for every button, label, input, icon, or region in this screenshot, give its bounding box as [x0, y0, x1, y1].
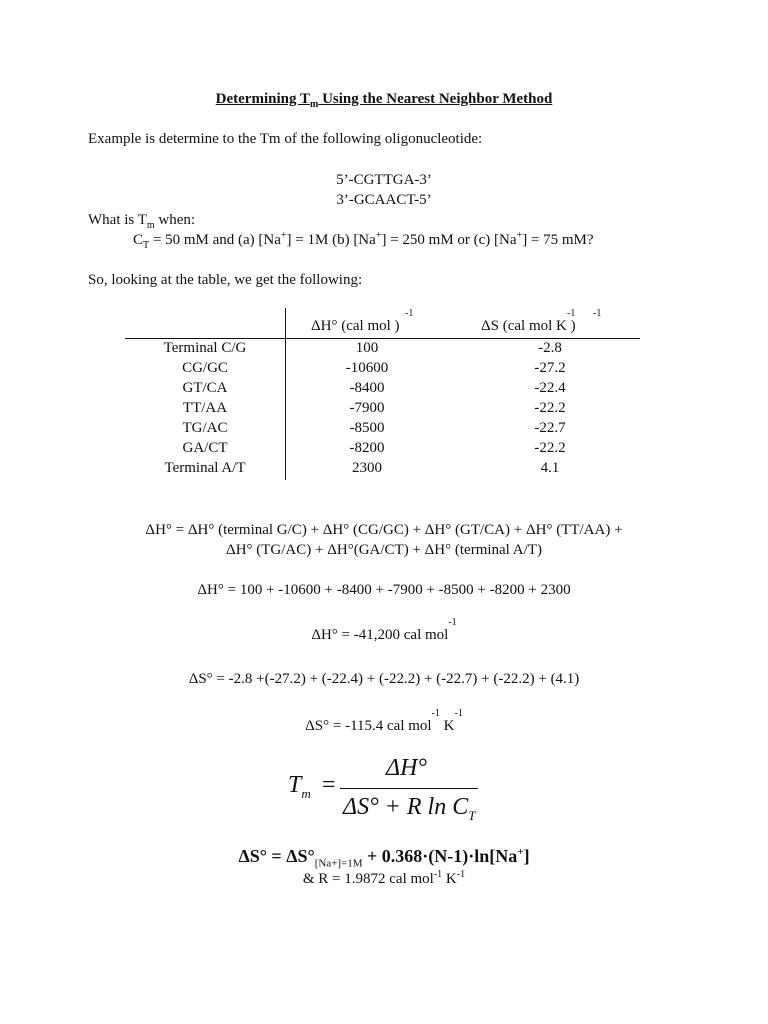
- row-delta-s: -27.2: [534, 360, 566, 376]
- row-delta-s: -22.2: [534, 440, 566, 456]
- row-name: TG/AC: [182, 420, 228, 436]
- table-row: [125, 380, 640, 400]
- delta-h-definition-line-1: ΔH° = ΔH° (terminal G/C) + ΔH° (CG/GC) + ΔH° (GT/CA) + ΔH° (TT/AA) +: [145, 522, 623, 538]
- row-name: GA/CT: [182, 440, 228, 456]
- question-text: What is $T_m$ when:: [88, 212, 196, 231]
- delta-s-result: ΔS° = -115.4 cal mol$^{-1}$ $K^{-1}$: [305, 708, 463, 734]
- sequence-top: 5’-CGTTGA-3’: [336, 172, 432, 188]
- header-delta-h: ΔH° (cal mol ): [311, 318, 400, 334]
- table-row: [125, 400, 640, 420]
- table-header: [125, 308, 640, 339]
- tm-numerator: ΔH°: [386, 755, 428, 781]
- header-delta-h-exponent: -1: [405, 308, 414, 319]
- tm-denominator: ΔS° + R $\ln C_T$: [343, 794, 476, 823]
- delta-h-definition-line-2: ΔH° (TG/AC) + ΔH°(GA/CT) + ΔH° (terminal A/T): [226, 542, 542, 558]
- gas-constant: & R = 1.9872 cal mol$^{-1}$ $K^{-1}$: [302, 869, 466, 887]
- row-delta-h: -10600: [345, 360, 389, 376]
- row-delta-h: 100: [355, 340, 379, 356]
- row-name: CG/GC: [182, 360, 228, 376]
- header-delta-s-exponent-1: -1: [567, 308, 576, 319]
- row-delta-h: -7900: [349, 400, 385, 416]
- header-delta-s: ΔS (cal mol K ): [481, 318, 576, 334]
- table-row: [125, 460, 640, 480]
- row-delta-s: -22.7: [534, 420, 566, 436]
- table-row: [125, 340, 640, 360]
- fraction-bar: [340, 788, 478, 789]
- salt-correction: $\Delta S^\circ = \Delta S^\circ_{[Na+]=1M} + 0.368\cdot(N-1)\cdot\ln[Na^+]$: [238, 846, 530, 870]
- row-delta-s: -22.2: [534, 400, 566, 416]
- row-name: GT/CA: [182, 380, 228, 396]
- row-delta-s: -22.4: [534, 380, 566, 396]
- sequence-bottom: 3’-GCAACT-5’: [336, 192, 432, 208]
- delta-h-result: ΔH° = -41,200 cal mol$^{-1}$: [311, 617, 457, 643]
- row-delta-h: -8500: [349, 420, 385, 436]
- row-delta-s: -2.8: [538, 340, 562, 356]
- page-title: Determining $T_m$ Using the Nearest Neighbor Method: [215, 91, 553, 110]
- tm-equals: =: [322, 772, 336, 798]
- row-delta-h: -8200: [349, 440, 385, 456]
- table-row: [125, 440, 640, 460]
- row-name: TT/AA: [182, 400, 228, 416]
- header-delta-s-exponent-2: -1: [593, 308, 602, 319]
- delta-s-sum: ΔS° = -2.8 +(-27.2) + (-22.4) + (-22.2) + (-22.7) + (-22.2) + (4.1): [188, 671, 580, 687]
- row-delta-h: 2300: [352, 460, 382, 476]
- intro-text: Example is determine to the Tm of the following oligonucleotide:: [88, 131, 483, 147]
- row-name: Terminal C/G: [163, 340, 247, 356]
- delta-h-sum: ΔH° = 100 + -10600 + -8400 + -7900 + -8500 + -8200 + 2300: [197, 582, 571, 598]
- lead-text: So, looking at the table, we get the following:: [88, 272, 363, 288]
- row-delta-h: -8400: [349, 380, 385, 396]
- row-name: Terminal A/T: [164, 460, 246, 476]
- table-row: [125, 420, 640, 440]
- conditions-text: $C_T = 50$ mM and (a) [Na+] = 1M (b) [Na+] = 250 mM or (c) [Na+] = 75 mM?: [133, 230, 594, 251]
- table-row: [125, 360, 640, 380]
- tm-lhs: $T_m$: [288, 772, 311, 801]
- row-delta-s: 4.1: [540, 460, 560, 476]
